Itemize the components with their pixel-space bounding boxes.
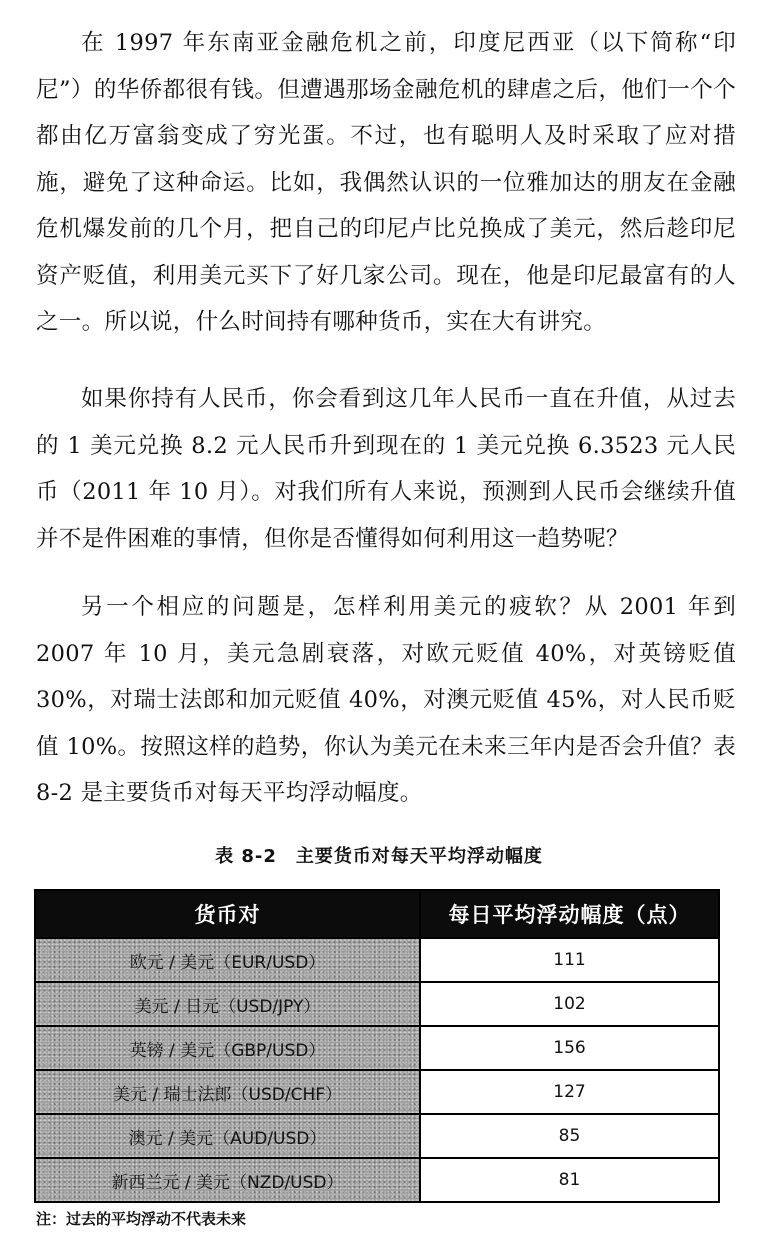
fluctuation-value-cell: 127 — [420, 1070, 719, 1114]
fluctuation-value-cell: 85 — [420, 1114, 719, 1158]
fluctuation-value-cell: 156 — [420, 1026, 719, 1070]
table-row — [35, 1070, 719, 1114]
table-caption: 表 8-2 主要货币对每天平均浮动幅度 — [215, 846, 543, 867]
fluctuation-value-cell: 102 — [420, 982, 719, 1026]
header-currency-pair: 货币对 — [35, 890, 420, 938]
currency-pair-cell: 新西兰元 / 美元（NZD/USD） — [35, 1158, 420, 1202]
fluctuation-value-cell: 81 — [420, 1158, 719, 1202]
table-header-row — [35, 890, 719, 938]
currency-pair-cell: 澳元 / 美元（AUD/USD） — [35, 1114, 420, 1158]
currency-pair-cell: 英镑 / 美元（GBP/USD） — [35, 1026, 420, 1070]
table-row — [35, 938, 719, 982]
table-row — [35, 1114, 719, 1158]
table-row — [35, 1158, 719, 1202]
currency-pair-cell: 美元 / 日元（USD/JPY） — [35, 982, 420, 1026]
currency-table — [34, 889, 720, 1203]
currency-pair-cell: 美元 / 瑞士法郎（USD/CHF） — [35, 1070, 420, 1114]
paragraph-1: 在 1997 年东南亚金融危机之前，印度尼西亚（以下简称“印尼”）的华侨都很有钱。但遭遇那场金融危机的肆虐之后，他们一个个都由亿万富翁变成了穷光蛋。不过，也有聪明人及时采取了应对措施，避免了这种命运。比如，我偶然认识的一位雅加达的朋友在金融危机爆发前的几个月，把自己的印尼卢比兑换成了美元，然后趁印尼资产贬值，利用美元买下了好几家公司。现在，他是印尼最富有的人之一。所以说，什么时间持有哪种货币，实在大有讲究。 — [36, 30, 736, 335]
fluctuation-value-cell: 111 — [420, 938, 719, 982]
header-daily-fluctuation: 每日平均浮动幅度（点） — [420, 890, 719, 938]
currency-pair-cell: 欧元 / 美元（EUR/USD） — [35, 938, 420, 982]
paragraph-3: 另一个相应的问题是，怎样利用美元的疲软？从 2001 年到 2007 年 10 月，美元急剧衰落，对欧元贬值 40%，对英镑贬值 30%，对瑞士法郎和加元贬值 40%，对澳元贬值 45%，对人民币贬值 10%。按照这样的趋势，你认为美元在未来三年内是否会升值？表 8-2 是主要货币对每天平均浮动幅度。 — [36, 594, 736, 806]
table-row — [35, 1026, 719, 1070]
paragraph-2: 如果你持有人民币，你会看到这几年人民币一直在升值，从过去的 1 美元兑换 8.2 元人民币升到现在的 1 美元兑换 6.3523 元人民币（2011 年 10 月）。对我们所有人来说，预测到人民币会继续升值并不是件困难的事情，但你是否懂得如何利用这一趋势呢？ — [36, 386, 736, 552]
table-row — [35, 982, 719, 1026]
table-note: 注：过去的平均浮动不代表未来 — [36, 1210, 247, 1228]
